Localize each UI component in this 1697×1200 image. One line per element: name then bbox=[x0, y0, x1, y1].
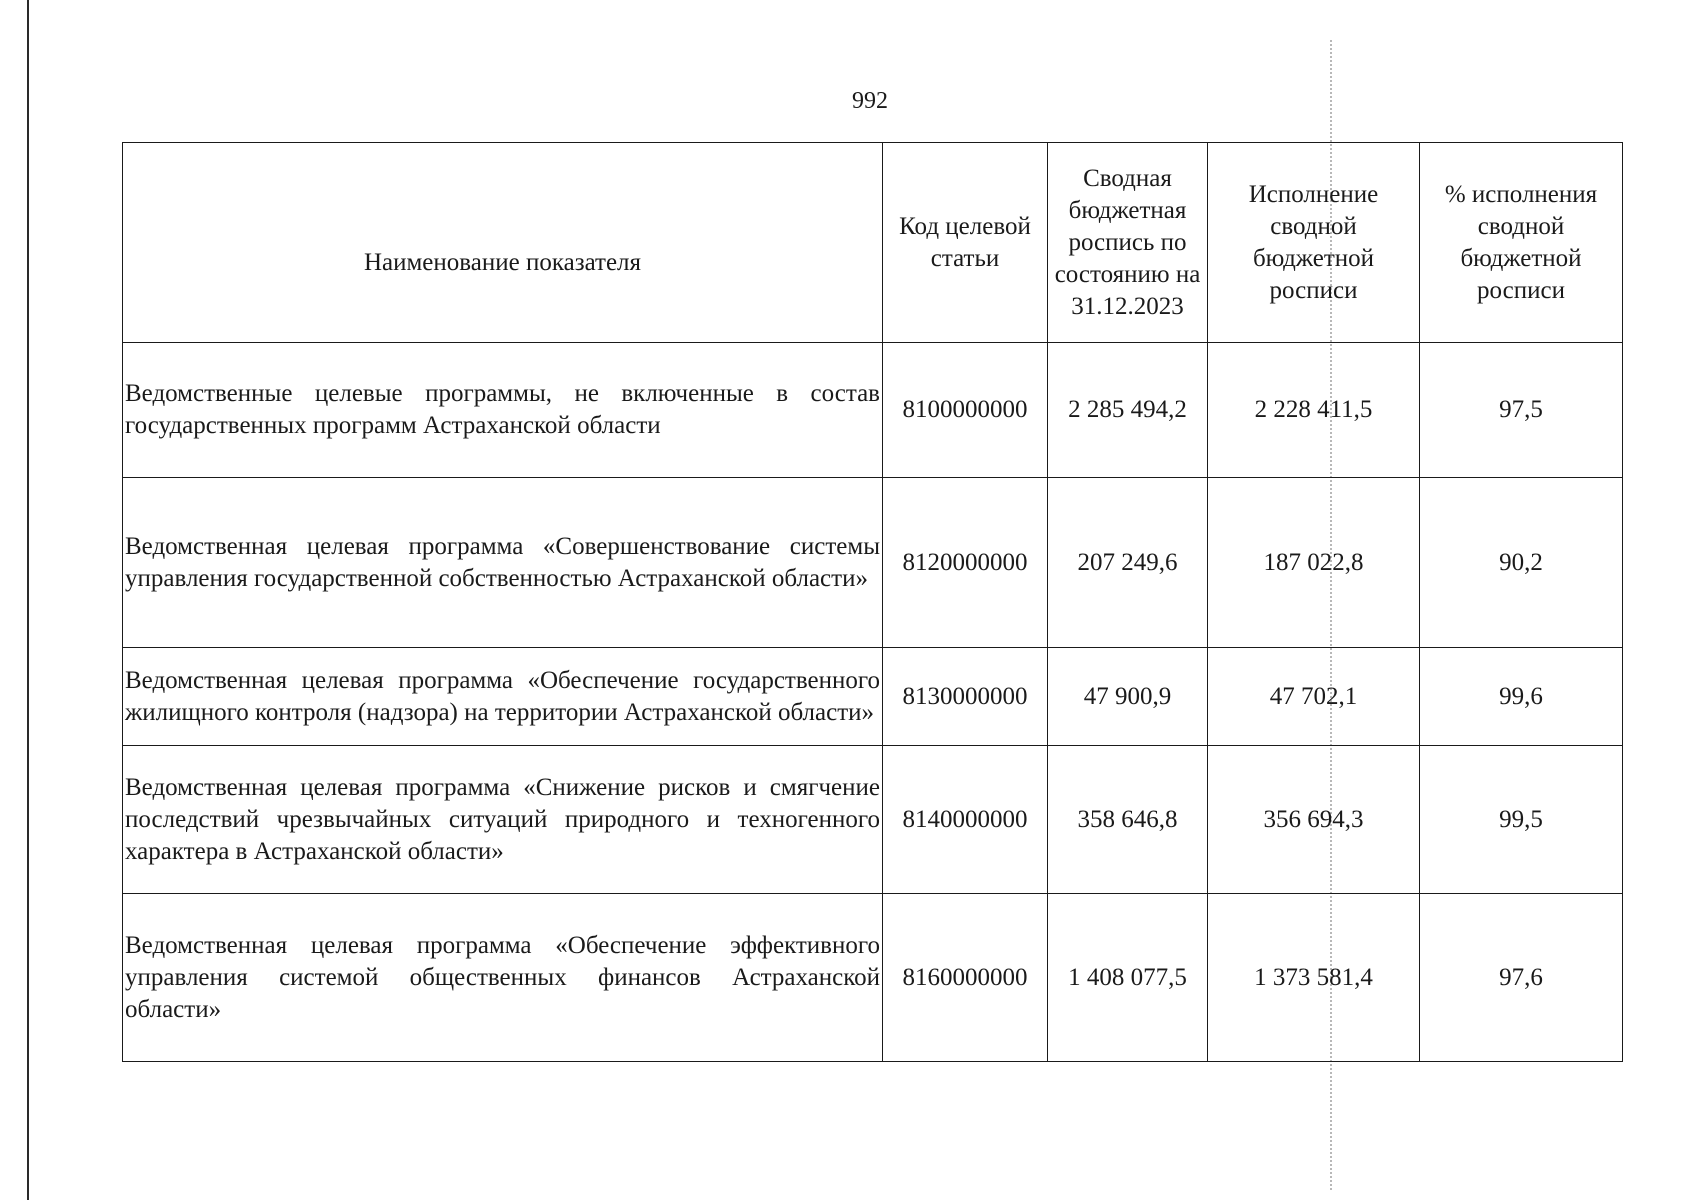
table-row bbox=[123, 894, 1623, 1062]
row-budget-execution: 47 702,1 bbox=[1208, 648, 1420, 746]
budget-execution-table bbox=[122, 142, 1623, 1062]
header-execution-percent: % исполнения сводной бюджетной росписи bbox=[1420, 143, 1623, 343]
row-target-code: 8100000000 bbox=[883, 343, 1048, 478]
row-budget-plan: 207 249,6 bbox=[1048, 478, 1208, 648]
row-indicator-name: Ведомственная целевая программа «Обеспечение эффективного управления системой общественных финансов Астраханской области» bbox=[123, 894, 883, 1062]
row-execution-percent: 97,5 bbox=[1420, 343, 1623, 478]
row-indicator-name: Ведомственная целевая программа «Обеспечение государственного жилищного контроля (надзора) на территории Астраханской области» bbox=[123, 648, 883, 746]
header-budget-execution: Исполнение сводной бюджетной росписи bbox=[1208, 143, 1420, 343]
row-target-code: 8160000000 bbox=[883, 894, 1048, 1062]
row-execution-percent: 99,6 bbox=[1420, 648, 1623, 746]
row-target-code: 8130000000 bbox=[883, 648, 1048, 746]
row-budget-plan: 2 285 494,2 bbox=[1048, 343, 1208, 478]
page-number: 992 bbox=[852, 88, 888, 114]
binding-edge-line bbox=[27, 0, 29, 1200]
header-indicator-name: Наименование показателя bbox=[123, 143, 883, 343]
row-execution-percent: 90,2 bbox=[1420, 478, 1623, 648]
row-budget-execution: 1 373 581,4 bbox=[1208, 894, 1420, 1062]
table-row bbox=[123, 648, 1623, 746]
row-budget-plan: 1 408 077,5 bbox=[1048, 894, 1208, 1062]
table-row bbox=[123, 343, 1623, 478]
row-indicator-name: Ведомственные целевые программы, не включенные в состав государственных программ Астраханской области bbox=[123, 343, 883, 478]
row-target-code: 8140000000 bbox=[883, 746, 1048, 894]
row-target-code: 8120000000 bbox=[883, 478, 1048, 648]
header-target-code: Код целевой статьи bbox=[883, 143, 1048, 343]
table-row bbox=[123, 746, 1623, 894]
row-indicator-name: Ведомственная целевая программа «Снижение рисков и смягчение последствий чрезвычайных ситуаций природного и техногенного характера в Астраханской области» bbox=[123, 746, 883, 894]
header-budget-plan: Сводная бюджетная роспись по состоянию на 31.12.2023 bbox=[1048, 143, 1208, 343]
row-budget-execution: 356 694,3 bbox=[1208, 746, 1420, 894]
table-header-row bbox=[123, 143, 1623, 343]
row-execution-percent: 97,6 bbox=[1420, 894, 1623, 1062]
row-budget-plan: 47 900,9 bbox=[1048, 648, 1208, 746]
row-indicator-name: Ведомственная целевая программа «Совершенствование системы управления государственной собственностью Астраханской области» bbox=[123, 478, 883, 648]
row-execution-percent: 99,5 bbox=[1420, 746, 1623, 894]
row-budget-execution: 187 022,8 bbox=[1208, 478, 1420, 648]
table-row bbox=[123, 478, 1623, 648]
row-budget-plan: 358 646,8 bbox=[1048, 746, 1208, 894]
row-budget-execution: 2 228 411,5 bbox=[1208, 343, 1420, 478]
